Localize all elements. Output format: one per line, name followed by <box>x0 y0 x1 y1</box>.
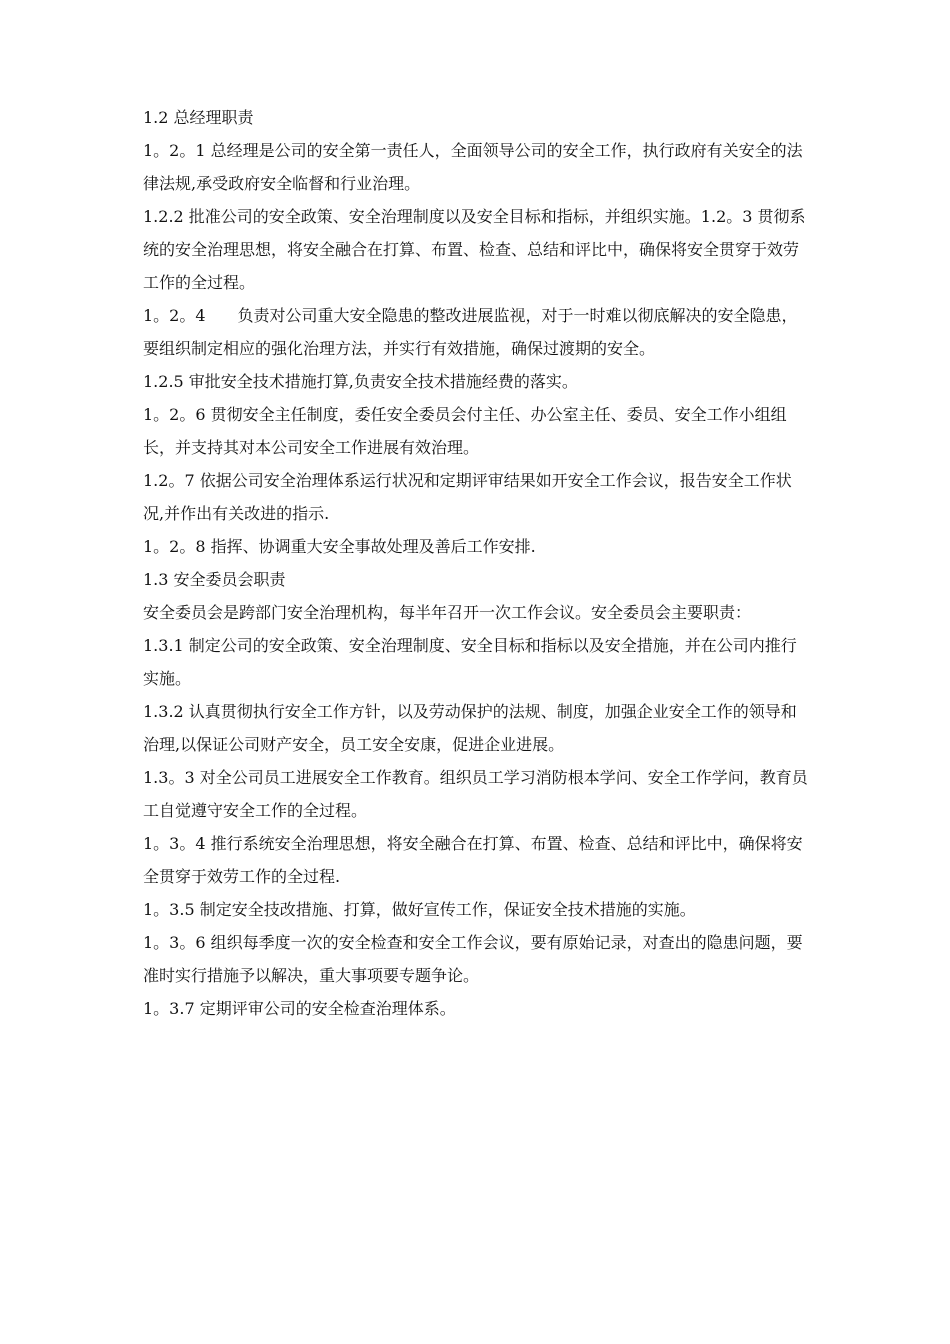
document-body <box>143 101 811 1025</box>
paragraph-committee-intro: 安全委员会是跨部门安全治理机构，每半年召开一次工作会议。安全委员会主要职责： <box>143 603 752 622</box>
paragraph-1-3-6: 1。3。6 组织每季度一次的安全检查和安全工作会议，要有原始记录，对查出的隐患问题，要准时实行措施予以解决，重大事项要专题争论。 <box>143 933 803 985</box>
paragraph-1-3-2: 1.3.2 认真贯彻执行安全工作方针，以及劳动保护的法规、制度，加强企业安全工作的领导和治理,以保证公司财产安全，员工安全安康，促进企业进展。 <box>143 702 797 754</box>
paragraph-1-3-3: 1.3。3 对全公司员工进展安全工作教育。组织员工学习消防根本学问、安全工作学问，教育员工自觉遵守安全工作的全过程。 <box>143 768 808 820</box>
paragraph-1-2-5: 1.2.5 审批安全技术措施打算,负责安全技术措施经费的落实。 <box>143 372 578 391</box>
paragraph-1-2-4: 1。2。4 负责对公司重大安全隐患的整改进展监视，对于一时难以彻底解决的安全隐患，要组织制定相应的强化治理方法，并实行有效措施，确保过渡期的安全。 <box>143 306 798 358</box>
paragraph-1-2-6: 1。2。6 贯彻安全主任制度，委任安全委员会付主任、办公室主任、委员、安全工作小组组长，并支持其对本公司安全工作进展有效治理。 <box>143 405 787 457</box>
paragraph-1-3-4: 1。3。4 推行系统安全治理思想，将安全融合在打算、布置、检查、总结和评比中，确保将安全贯穿于效劳工作的全过程. <box>143 834 803 886</box>
paragraph-1-2-1: 1。2。1 总经理是公司的安全第一责任人，全面领导公司的安全工作，执行政府有关安全的法律法规,承受政府安全临督和行业治理。 <box>143 141 803 193</box>
paragraph-1-3-5: 1。3.5 制定安全技改措施、打算，做好宣传工作，保证安全技术措施的实施。 <box>143 900 696 919</box>
paragraph-1-2-2: 1.2.2 批准公司的安全政策、安全治理制度以及安全目标和指标，并组织实施。1.2。3 贯彻系统的安全治理思想，将安全融合在打算、布置、检查、总结和评比中，确保将安全贯穿于效劳工作的全过程。 <box>143 207 806 292</box>
section-heading-1-3: 1.3 安全委员会职责 <box>143 570 286 589</box>
section-heading-1-2: 1.2 总经理职责 <box>143 108 254 127</box>
paragraph-1-3-7: 1。3.7 定期评审公司的安全检查治理体系。 <box>143 999 456 1018</box>
paragraph-1-2-7: 1.2。7 依据公司安全治理体系运行状况和定期评审结果如开安全工作会议，报告安全工作状况,并作出有关改进的指示. <box>143 471 792 523</box>
paragraph-1-3-1: 1.3.1 制定公司的安全政策、安全治理制度、安全目标和指标以及安全措施，并在公司内推行实施。 <box>143 636 797 688</box>
paragraph-1-2-8: 1。2。8 指挥、协调重大安全事故处理及善后工作安排. <box>143 537 536 556</box>
